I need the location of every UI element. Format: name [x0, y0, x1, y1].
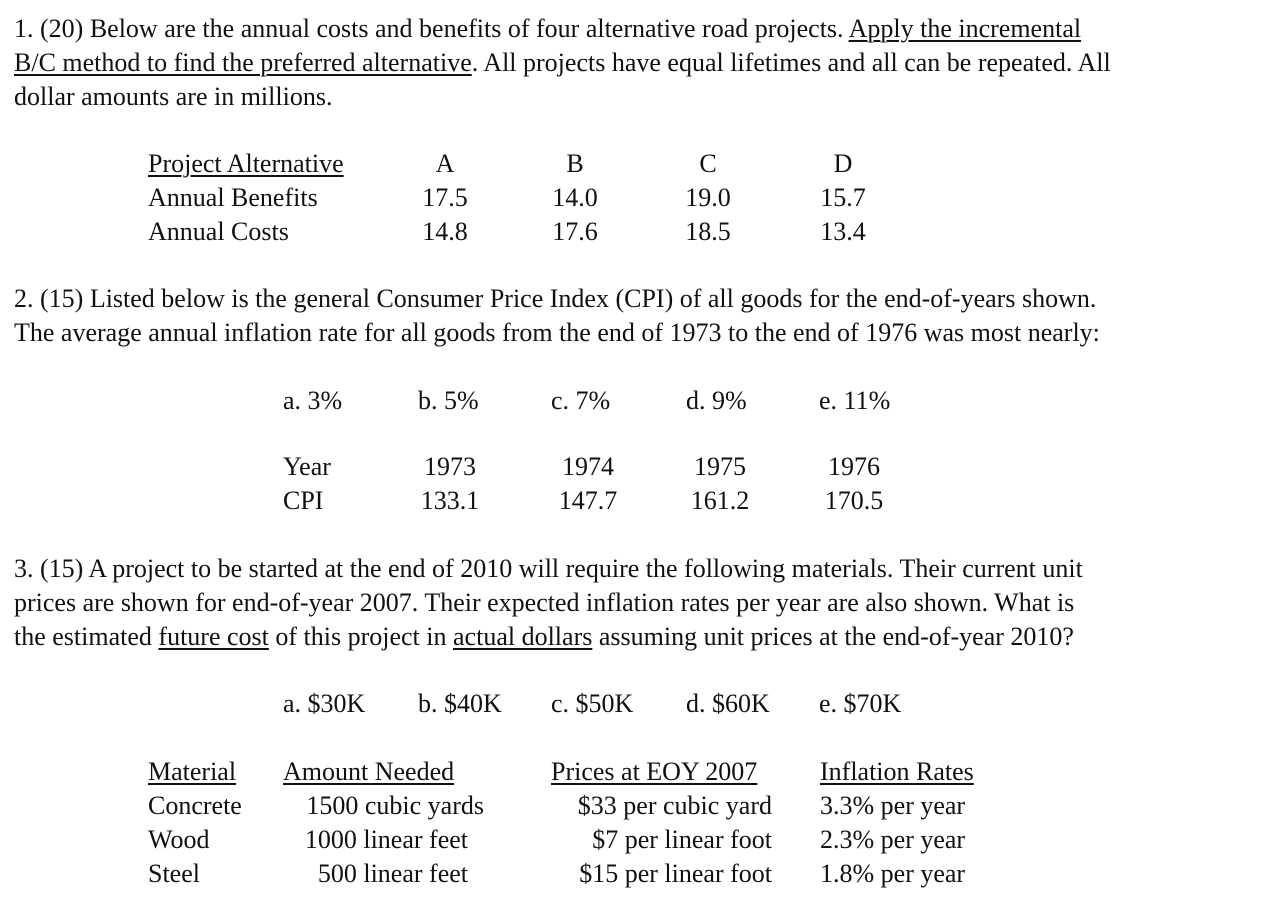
q1-row-label: Annual Benefits	[148, 183, 318, 212]
q3-underlined-term: actual dollars	[453, 622, 593, 651]
q3-material: Steel	[148, 859, 200, 888]
q3-text: of this project in	[268, 622, 454, 651]
q2-choice: e. 11%	[819, 386, 891, 415]
q1-col-d: D	[833, 149, 853, 178]
q1-cell: 14.0	[552, 183, 598, 212]
q1-cell: 17.5	[422, 183, 468, 212]
q3-rate: 2.3% per year	[820, 825, 966, 854]
q3-header: Inflation Rates	[820, 757, 974, 786]
q3-choice: e. $70K	[819, 689, 902, 718]
q3-text: assuming unit prices at the end-of-year 2010?	[592, 622, 1074, 651]
q1-line-3: dollar amounts are in millions.	[14, 82, 333, 111]
q3-text: the estimated	[14, 622, 159, 651]
q2-cpi: 133.1	[420, 486, 480, 515]
q3-price: $33 per cubic yard	[577, 791, 772, 820]
q2-cpi: 147.7	[558, 486, 618, 515]
q2-cpi: 170.5	[824, 486, 884, 515]
q3-choice: d. $60K	[686, 689, 770, 718]
q3-amount: 1000 linear feet	[304, 825, 468, 854]
q1-col-c: C	[699, 149, 717, 178]
q3-rate: 1.8% per year	[820, 859, 966, 888]
q1-cell: 13.4	[820, 217, 866, 246]
q2-choice: a. 3%	[283, 386, 343, 415]
q3-choice: a. $30K	[283, 689, 366, 718]
q2-line-1: 2. (15) Listed below is the general Consumer Price Index (CPI) of all goods for the end-of-years shown.	[14, 284, 1097, 313]
q2-year: 1973	[424, 452, 476, 481]
q1-row-label: Annual Costs	[148, 217, 289, 246]
q2-row-label: Year	[283, 452, 331, 481]
q2-year: 1976	[828, 452, 880, 481]
q1-col-a: A	[435, 149, 455, 178]
q3-price: $15 per linear foot	[579, 859, 772, 888]
q3-price: $7 per linear foot	[592, 825, 772, 854]
q3-choice: b. $40K	[418, 689, 502, 718]
q2-line-2: The average annual inflation rate for all goods from the end of 1973 to the end of 1976 was most nearly:	[14, 318, 1100, 347]
q1-underlined-instruction: Apply the incremental	[848, 14, 1082, 43]
q2-cpi: 161.2	[690, 486, 750, 515]
q2-choice: d. 9%	[686, 386, 747, 415]
q3-underlined-term: future cost	[158, 622, 269, 651]
q1-text: 1. (20) Below are the annual costs and benefits of four alternative road projects.	[14, 14, 849, 43]
q1-table-header-label: Project Alternative	[148, 149, 344, 178]
q1-line-1	[14, 12, 1081, 46]
q2-year: 1975	[694, 452, 746, 481]
q1-cell: 18.5	[685, 217, 731, 246]
q1-line-2	[14, 46, 1111, 80]
q2-year: 1974	[562, 452, 614, 481]
q3-amount: 500 linear feet	[317, 859, 468, 888]
q3-amount: 1500 cubic yards	[306, 791, 484, 820]
q3-header: Material	[148, 757, 237, 786]
q1-text-cont: . All projects have equal lifetimes and all can be repeated. All	[471, 48, 1111, 77]
q3-line-2: prices are shown for end-of-year 2007. Their expected inflation rates per year are also shown. What is	[14, 588, 1075, 617]
q2-row-label: CPI	[283, 486, 324, 515]
q1-underlined-instruction-cont: B/C method to find the preferred alternative	[14, 48, 472, 77]
q1-cell: 15.7	[820, 183, 866, 212]
q1-col-b: B	[566, 149, 584, 178]
q2-choice: b. 5%	[418, 386, 479, 415]
q3-material: Concrete	[148, 791, 242, 820]
q1-cell: 19.0	[685, 183, 731, 212]
q3-header: Amount Needed	[283, 757, 455, 786]
q3-material: Wood	[148, 825, 210, 854]
q3-header: Prices at EOY 2007	[551, 757, 758, 786]
q3-line-1: 3. (15) A project to be started at the end of 2010 will require the following materials. Their current unit	[14, 554, 1083, 583]
q1-cell: 17.6	[552, 217, 598, 246]
q3-line-3	[14, 620, 1074, 654]
q3-choice: c. $50K	[551, 689, 634, 718]
q1-cell: 14.8	[422, 217, 468, 246]
q3-rate: 3.3% per year	[820, 791, 966, 820]
q2-choice: c. 7%	[551, 386, 611, 415]
